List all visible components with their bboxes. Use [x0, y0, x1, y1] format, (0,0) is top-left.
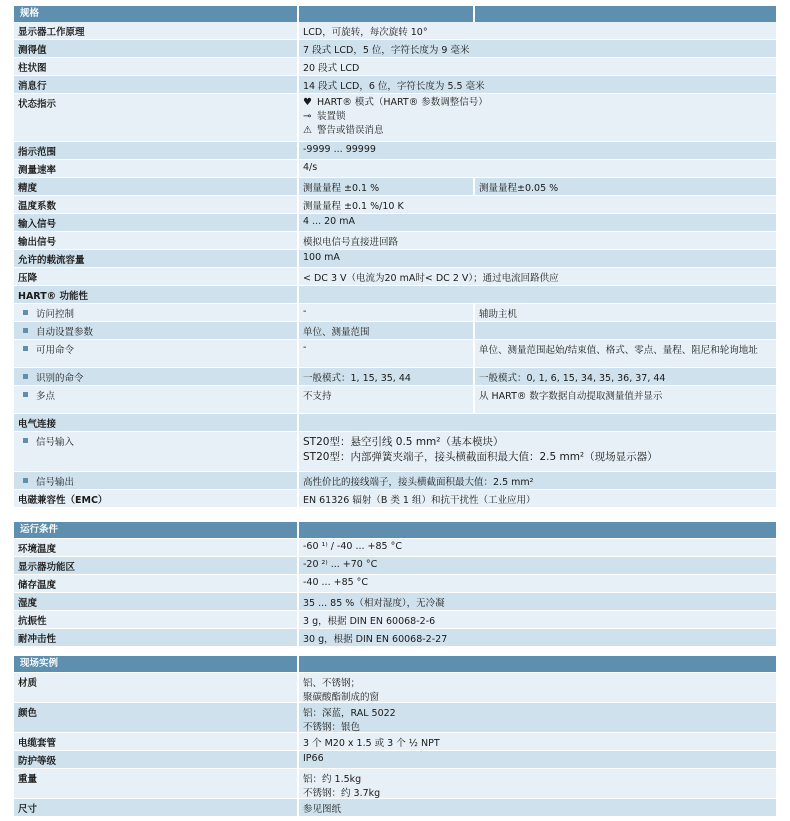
row-value-right: 单位、测量范围起始/结束值、格式、零点、量程、阻尼和轮询地址 — [475, 340, 776, 367]
table-row — [14, 432, 776, 472]
row-value-right — [475, 322, 776, 339]
row-value-right: 辅助主机 — [475, 304, 776, 321]
row-label: 输出信号 — [14, 232, 299, 249]
row-value: 20 段式 LCD — [299, 58, 776, 75]
row-value-line: 铝：约 1.5kg — [303, 774, 362, 785]
row-value-left: 不支持 — [299, 386, 475, 413]
row-label: 耐冲击性 — [14, 629, 299, 646]
row-value — [299, 432, 776, 471]
row-value: 测量量程 ±0.1 %/10 K — [299, 196, 776, 213]
row-value: 35 ... 85 %（相对湿度），无冷凝 — [299, 593, 776, 610]
row-label: 显示器功能区 — [14, 557, 299, 574]
section-title: 规格 — [14, 6, 299, 22]
header-blank — [475, 6, 776, 22]
header-blank — [299, 522, 776, 538]
row-label: 访问控制 — [14, 304, 299, 321]
table-row — [14, 268, 776, 286]
row-label: 电缆套管 — [14, 733, 299, 750]
table-row — [14, 250, 776, 268]
row-label: 尺寸 — [14, 799, 299, 816]
table-row — [14, 232, 776, 250]
table-row — [14, 472, 776, 490]
row-label: 电气连接 — [14, 414, 299, 431]
row-label: 显示器工作原理 — [14, 22, 299, 39]
row-value: 4/s — [299, 160, 776, 177]
row-value: 参见图纸 — [299, 799, 776, 816]
table-row — [14, 414, 776, 432]
row-value: 3 个 M20 x 1.5 或 3 个 ½ NPT — [299, 733, 776, 750]
table-row — [14, 703, 776, 733]
header-blank — [299, 656, 776, 672]
row-label: 信号输入 — [14, 432, 299, 471]
row-value: 30 g，根据 DIN EN 60068-2-27 — [299, 629, 776, 646]
row-value — [299, 703, 776, 732]
status-text: HART® 模式（HART® 参数调整信号） — [317, 97, 488, 108]
row-label: 状态指示 — [14, 94, 299, 141]
key-icon: ⊸ — [303, 111, 312, 122]
table-row — [14, 322, 776, 340]
header-blank — [299, 6, 475, 22]
row-value-line: ST20型：内部弹簧夹端子，接头横截面积最大值：2.5 mm²（现场显示器） — [303, 451, 658, 463]
section-header-field-instance — [14, 656, 776, 672]
row-label: 温度系数 — [14, 196, 299, 213]
table-row-status — [14, 94, 776, 142]
table-row — [14, 304, 776, 322]
row-value: -9999 ... 99999 — [299, 142, 776, 159]
row-value: IP66 — [299, 751, 776, 768]
row-label: 测量速率 — [14, 160, 299, 177]
section-header-specs — [14, 6, 776, 22]
status-item — [303, 96, 772, 110]
row-value: -60 ¹⁾ / -40 ... +85 °C — [299, 539, 776, 556]
row-label: 自动设置参数 — [14, 322, 299, 339]
row-value: -20 ²⁾ ... +70 °C — [299, 557, 776, 574]
table-row — [14, 286, 776, 304]
warning-icon: ⚠ — [303, 125, 312, 136]
table-row — [14, 539, 776, 557]
row-label: 允许的载流容量 — [14, 250, 299, 267]
row-label: 湿度 — [14, 593, 299, 610]
row-label: 识别的命令 — [14, 368, 299, 385]
row-value-right: 测量量程±0.05 % — [475, 178, 776, 195]
table-row — [14, 751, 776, 769]
table-row — [14, 575, 776, 593]
row-value-left: 单位、测量范围 — [299, 322, 475, 339]
row-value: 100 mA — [299, 250, 776, 267]
heart-icon: ♥ — [303, 97, 312, 108]
section-title: 运行条件 — [14, 522, 299, 538]
table-row — [14, 340, 776, 368]
table-row — [14, 593, 776, 611]
table-row — [14, 629, 776, 647]
row-label: 防护等级 — [14, 751, 299, 768]
row-value-left: 一般模式：1, 15, 35, 44 — [299, 368, 475, 385]
row-value-line: 不锈钢：约 3.7kg — [303, 788, 381, 798]
row-value: 14 段式 LCD，6 位，字符长度为 5.5 毫米 — [299, 76, 776, 93]
table-row — [14, 142, 776, 160]
row-value: EN 61326 辐射（B 类 1 组）和抗干扰性（工业应用） — [299, 490, 776, 507]
table-row — [14, 673, 776, 703]
table-row — [14, 22, 776, 40]
table-row — [14, 799, 776, 817]
row-label: 多点 — [14, 386, 299, 413]
row-value-left: - — [299, 304, 475, 321]
row-label: 指示范围 — [14, 142, 299, 159]
status-item — [303, 124, 772, 138]
row-value — [299, 769, 776, 798]
row-label: 重量 — [14, 769, 299, 798]
table-row — [14, 733, 776, 751]
status-text: 装置锁 — [317, 111, 346, 122]
table-row — [14, 769, 776, 799]
row-value: LCD，可旋转，每次旋转 10° — [299, 22, 776, 39]
row-value: 7 段式 LCD，5 位，字符长度为 9 毫米 — [299, 40, 776, 57]
row-value-left: 测量量程 ±0.1 % — [299, 178, 475, 195]
table-row — [14, 160, 776, 178]
row-label: 消息行 — [14, 76, 299, 93]
row-value-line: ST20型：悬空引线 0.5 mm²（基本模块） — [303, 436, 504, 448]
row-label: 可用命令 — [14, 340, 299, 367]
row-value: 4 ... 20 mA — [299, 214, 776, 231]
table-row — [14, 58, 776, 76]
table-row — [14, 386, 776, 414]
row-label: 储存温度 — [14, 575, 299, 592]
row-value-line: 聚碳酸酯制成的窗 — [303, 692, 380, 702]
section-header-operating — [14, 522, 776, 538]
table-row — [14, 490, 776, 508]
table-row — [14, 557, 776, 575]
row-label: 电磁兼容性（EMC） — [14, 490, 299, 507]
table-row — [14, 178, 776, 196]
row-value — [299, 286, 776, 303]
row-label: 输入信号 — [14, 214, 299, 231]
row-label: HART® 功能性 — [14, 286, 299, 303]
row-value-line: 铝、不锈钢； — [303, 678, 361, 689]
row-value — [299, 673, 776, 702]
row-label: 抗振性 — [14, 611, 299, 628]
table-row — [14, 76, 776, 94]
row-label: 压降 — [14, 268, 299, 285]
table-row — [14, 368, 776, 386]
row-value-left: - — [299, 340, 475, 367]
row-value: 模拟电信号直接进回路 — [299, 232, 776, 249]
status-item — [303, 110, 772, 124]
row-value: 高性价比的接线端子，接头横截面积最大值：2.5 mm² — [299, 472, 776, 489]
table-row — [14, 196, 776, 214]
row-label: 测得值 — [14, 40, 299, 57]
section-title: 现场实例 — [14, 656, 299, 672]
table-row — [14, 214, 776, 232]
row-value-line: 不锈钢：银色 — [303, 722, 361, 732]
row-value-line: 铝：深蓝，RAL 5022 — [303, 708, 396, 719]
row-label: 颜色 — [14, 703, 299, 732]
row-value: 3 g，根据 DIN EN 60068-2-6 — [299, 611, 776, 628]
row-label: 精度 — [14, 178, 299, 195]
row-value: < DC 3 V（电流为20 mA时< DC 2 V）；通过电流回路供应 — [299, 268, 776, 285]
row-value-right: 从 HART® 数字数据自动提取测量值并显示 — [475, 386, 776, 413]
row-value — [299, 414, 776, 431]
row-label: 材质 — [14, 673, 299, 702]
row-value: -40 ... +85 °C — [299, 575, 776, 592]
status-text: 警告或错误消息 — [317, 125, 384, 136]
row-label: 环境温度 — [14, 539, 299, 556]
status-list — [299, 94, 776, 141]
table-row — [14, 40, 776, 58]
row-value-right: 一般模式：0, 1, 6, 15, 34, 35, 36, 37, 44 — [475, 368, 776, 385]
table-row — [14, 611, 776, 629]
row-label: 信号输出 — [14, 472, 299, 489]
row-label: 柱状图 — [14, 58, 299, 75]
